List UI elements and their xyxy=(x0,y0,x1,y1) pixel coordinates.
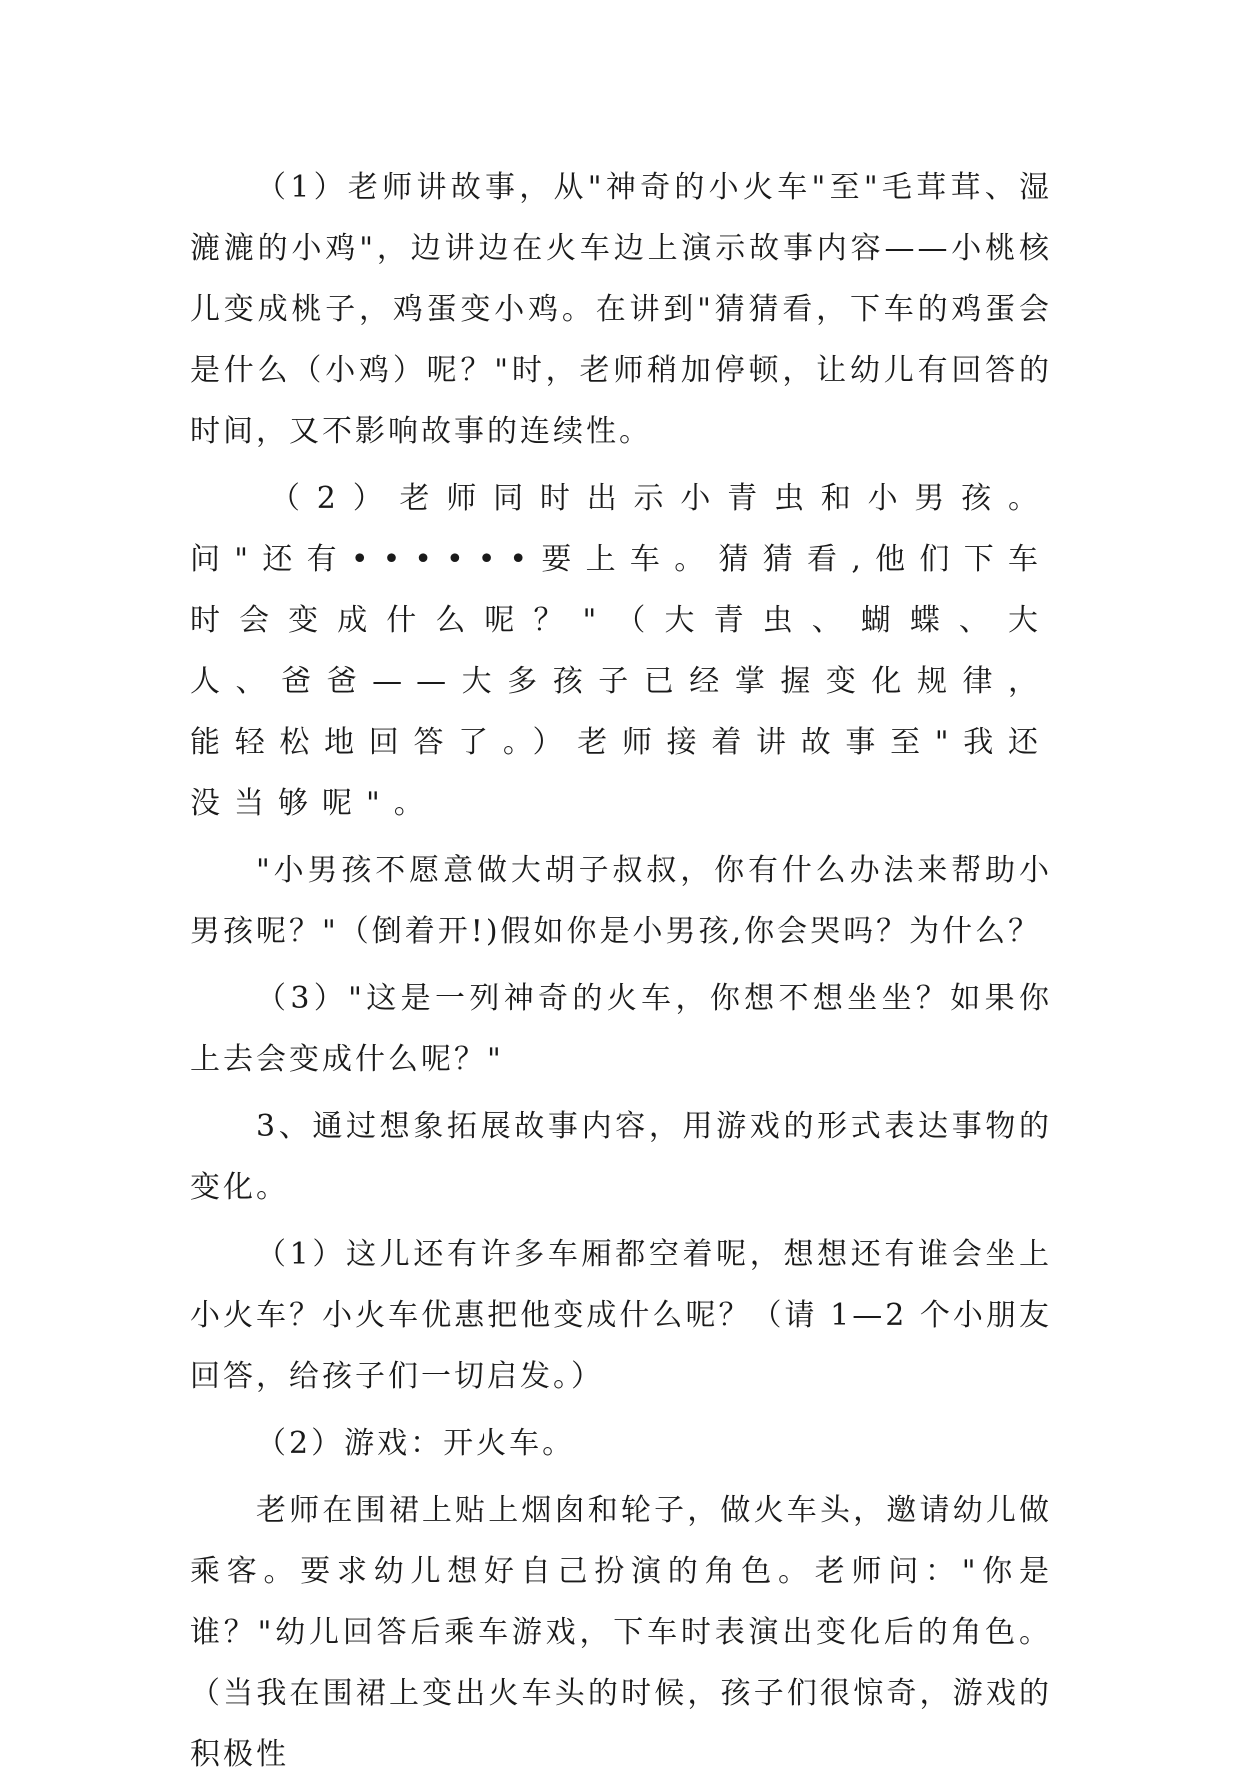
paragraph-story-telling: （1）老师讲故事，从"神奇的小火车"至"毛茸茸、湿漉漉的小鸡"，边讲边在火车边上演示故事内容——小桃核儿变成桃子，鸡蛋变小鸡。在讲到"猜猜看，下车的鸡蛋会是什么（小鸡）呢？"时，老师稍加停顿，让幼儿有回答的时间，又不影响故事的连续性。 xyxy=(190,170,1052,449)
paragraph-magic-train: （3）"这是一列神奇的火车，你想不想坐坐？如果你上去会变成什么呢？" xyxy=(190,981,1052,1077)
document-body xyxy=(190,157,1052,1791)
paragraph-caterpillar-boy: （2）老师同时出示小青虫和小男孩。问"还有••••••要上车。猜猜看,他们下车时会变成什么呢？"（大青虫、蝴蝶、大人、爸爸——大多孩子已经掌握变化规律，能轻松地回答了。）老师接着讲故事至"我还没当够呢"。 xyxy=(190,481,1052,821)
paragraph-empty-carriages: （1）这儿还有许多车厢都空着呢，想想还有谁会坐上小火车？小火车优惠把他变成什么呢？（请 1—2 个小朋友回答，给孩子们一切启发。） xyxy=(190,1237,1052,1394)
paragraph-boy-question: "小男孩不愿意做大胡子叔叔，你有什么办法来帮助小男孩呢？"（倒着开!)假如你是小男孩,你会哭吗？为什么？ xyxy=(190,853,1052,949)
paragraph-game-title: （2）游戏：开火车。 xyxy=(256,1426,576,1461)
paragraph-section-3: 3、通过想象拓展故事内容，用游戏的形式表达事物的变化。 xyxy=(190,1109,1052,1205)
paragraph-game-description: 老师在围裙上贴上烟囱和轮子，做火车头，邀请幼儿做乘客。要求幼儿想好自己扮演的角色。老师问："你是谁？"幼儿回答后乘车游戏，下车时表演出变化后的角色。（当我在围裙上变出火车头的时候，孩子们很惊奇，游戏的积极性 xyxy=(190,1493,1052,1772)
